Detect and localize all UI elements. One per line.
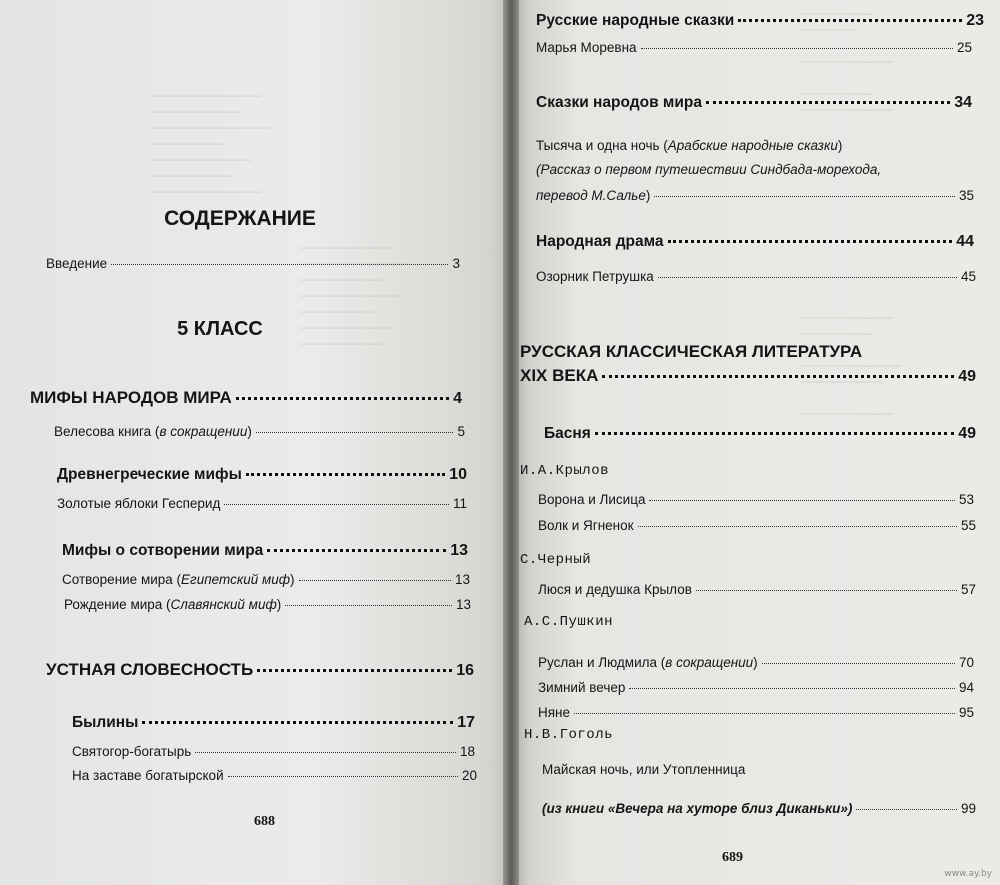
toc-entry-iz-knigi[interactable]: (из книги «Вечера на хуторе близ Диканьки») 99 (542, 801, 976, 816)
toc-section-drama[interactable]: Народная драма 44 (536, 233, 974, 250)
toc-entry-volk[interactable]: Волк и Ягненок 55 (538, 518, 976, 533)
show-through-text-3: ──────── ────── ────────── ──────── ────────── (800, 6, 893, 117)
toc-section-basnya[interactable]: Басня 49 (544, 425, 976, 442)
toc-entry-mayskaya[interactable]: Майская ночь, или Утопленница (542, 762, 746, 777)
book-gutter (503, 0, 519, 885)
show-through-text: ──────────── ────────── ───────────── ──────── ─────────── ───────── ──────────── (150, 88, 270, 199)
toc-section-classic-line1[interactable]: РУССКАЯ КЛАССИЧЕСКАЯ ЛИТЕРАТУРА (520, 342, 863, 361)
toc-entry-lyusya[interactable]: Люся и дедушка Крылов 57 (538, 582, 976, 597)
toc-section-oral[interactable]: УСТНАЯ СЛОВЕСНОСТЬ 16 (46, 660, 474, 679)
toc-entry-arab-line2: (Рассказ о первом путешествии Синдбада-морехода, (536, 162, 882, 177)
author-cherny: С.Черный (520, 552, 592, 568)
page-number-left: 688 (254, 814, 275, 829)
right-page (510, 0, 1000, 885)
toc-section-byliny[interactable]: Былины 17 (72, 714, 475, 731)
toc-entry-slav[interactable]: Рождение мира ( Славянский миф ) 13 (64, 597, 471, 612)
toc-entry-svyatogor[interactable]: Святогор-богатырь 18 (72, 744, 475, 759)
show-through-text-4: ────────── ──────── ─────────── ───────── ────────── (800, 310, 902, 421)
author-pushkin: А.С.Пушкин (524, 614, 614, 630)
author-gogol: Н.В.Гоголь (524, 727, 614, 743)
author-krylov: И.А.Крылов (520, 463, 610, 479)
toc-section-classic-line2[interactable]: XIX ВЕКА 49 (520, 366, 976, 385)
toc-entry-egypt[interactable]: Сотворение мира ( Египетский миф ) 13 (62, 572, 470, 587)
toc-entry-apples[interactable]: Золотые яблоки Гесперид 11 (57, 496, 467, 511)
toc-entry-marya[interactable]: Марья Моревна 25 (536, 40, 972, 55)
page-number-right: 689 (722, 850, 743, 865)
grade-heading: 5 КЛАСС (177, 318, 263, 340)
toc-entry-petrushka[interactable]: Озорник Петрушка 45 (536, 269, 976, 284)
watermark: www.ay.by (944, 869, 992, 879)
toc-entry-intro[interactable]: Введение 3 (46, 256, 460, 271)
contents-title: СОДЕРЖАНИЕ (164, 207, 316, 230)
toc-section-rus-tales[interactable]: Русские народные сказки 23 (536, 12, 984, 29)
toc-entry-nyane[interactable]: Няне 95 (538, 705, 974, 720)
toc-entry-veles[interactable]: Велесова книга ( в сокращении ) 5 (54, 424, 465, 439)
toc-entry-vorona[interactable]: Ворона и Лисица 53 (538, 492, 974, 507)
show-through-text-2: ────────── ──────────── ───────── ─────────── ──────── ────────── ───────── (300, 240, 411, 351)
toc-entry-zastava[interactable]: На заставе богатырской 20 (72, 768, 477, 783)
toc-section-creation[interactable]: Мифы о сотворении мира 13 (62, 542, 468, 559)
toc-section-greek[interactable]: Древнегреческие мифы 10 (57, 466, 467, 483)
toc-entry-arab-line3[interactable]: перевод М.Салье ) 35 (536, 188, 974, 203)
toc-entry-arab-line1[interactable]: Тысяча и одна ночь (Арабские народные сказки) (536, 138, 843, 153)
toc-section-world-tales[interactable]: Сказки народов мира 34 (536, 94, 972, 111)
toc-entry-zimniy[interactable]: Зимний вечер 94 (538, 680, 974, 695)
toc-entry-ruslan[interactable]: Руслан и Людмила ( в сокращении ) 70 (538, 655, 974, 670)
toc-section-myths[interactable]: МИФЫ НАРОДОВ МИРА 4 (30, 388, 462, 407)
